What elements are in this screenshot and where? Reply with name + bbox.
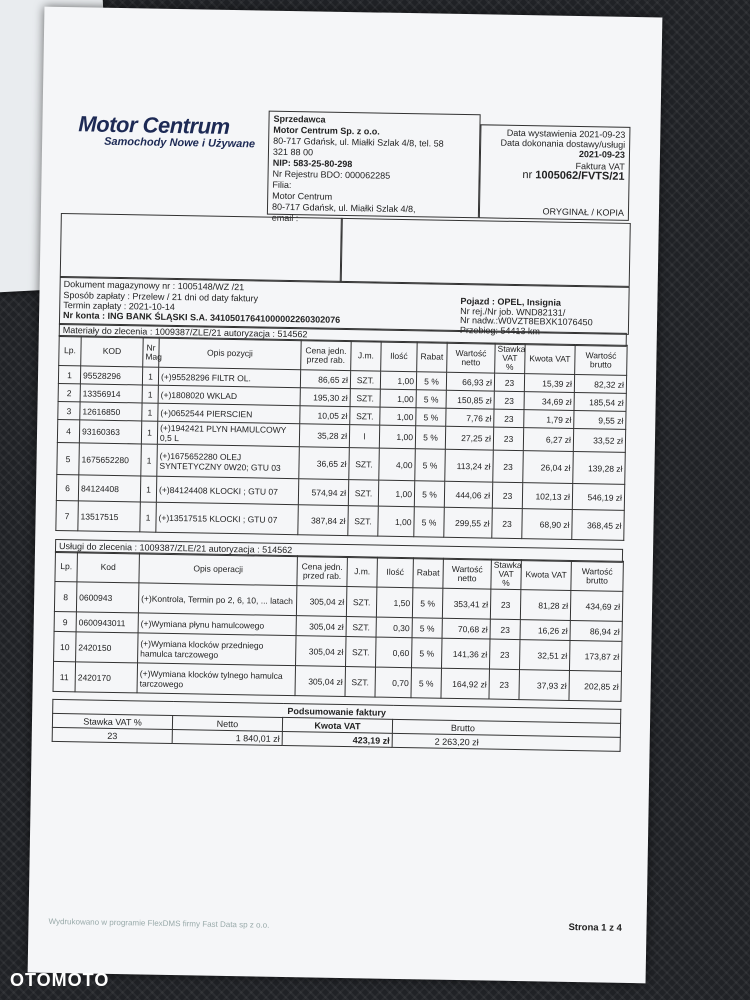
cell-lp: 11 <box>53 661 76 691</box>
invoice-nr-label: nr <box>522 169 533 182</box>
col-brutto: Wartość brutto <box>571 560 624 591</box>
cell-vat: 23 <box>490 619 520 640</box>
cell-jm: SZT. <box>350 371 380 390</box>
cell-cena: 86,65 zł <box>300 370 350 389</box>
cell-opis: (+)0652544 PIERSCIEN <box>158 403 300 423</box>
cell-ilosc: 1,50 <box>376 587 413 618</box>
cell-mag: 1 <box>142 367 158 385</box>
cell-brutto: 139,28 zł <box>573 451 626 484</box>
cell-cena: 305,04 zł <box>296 636 347 667</box>
cell-brutto: 434,69 zł <box>570 590 623 621</box>
cell-cena: 35,28 zł <box>299 424 349 448</box>
cell-vat: 23 <box>494 373 524 392</box>
cell-netto: 164,92 zł <box>441 668 490 699</box>
col-ilosc: Ilość <box>377 557 414 588</box>
logo-title: Motor Centrum <box>78 111 230 139</box>
cell-ilosc: 0,30 <box>376 617 412 638</box>
col-ilosc: Ilość <box>381 341 418 372</box>
branch-name: Motor Centrum <box>272 190 333 202</box>
cell-cena: 36,65 zł <box>299 447 350 480</box>
cell-kwota: 16,26 zł <box>520 620 570 641</box>
summary-col-netto: Netto <box>172 716 282 732</box>
logo-subtitle: Samochody Nowe i Używane <box>104 135 256 151</box>
payment-due: Termin zapłaty : 2021-10-14 <box>63 300 175 313</box>
otomoto-watermark: OTOMOTO <box>10 970 110 990</box>
cell-jm: SZT. <box>350 407 380 426</box>
buyer-box-right <box>340 218 631 287</box>
branch-label: Filia: <box>272 179 292 191</box>
delivery-label: Data dokonania dostawy/usługi <box>500 137 626 150</box>
col-brutto: Wartość brutto <box>575 344 628 375</box>
cell-opis: (+)Wymiana klocków przedniego hamulca tarczowego <box>138 633 296 666</box>
cell-cena: 305,04 zł <box>296 616 346 637</box>
col-jm: J.m. <box>351 341 382 372</box>
cell-kod: 93160363 <box>79 420 141 444</box>
document-type: Faktura VAT <box>575 160 625 172</box>
payment-method: Sposób zapłaty : Przelew / 21 dni od daty faktury <box>63 290 259 304</box>
col-jm: J.m. <box>347 557 378 588</box>
cell-lp: 2 <box>58 383 80 401</box>
vin: Nr nadw.:W0VZT8EBXK1076450 <box>459 314 593 328</box>
cell-opis: (+)1942421 PLYN HAMULCOWY 0,5 L <box>157 421 299 446</box>
seller-header: Sprzedawca <box>273 113 326 125</box>
col-rabat: Rabat <box>413 558 444 589</box>
cell-brutto: 546,19 zł <box>572 483 624 510</box>
summary-vat: 23 <box>52 727 172 743</box>
cell-brutto: 173,87 zł <box>569 640 622 671</box>
cell-netto: 70,68 zł <box>442 618 490 639</box>
cell-opis: (+)1808020 WKLAD <box>158 385 300 405</box>
col-rabat: Rabat <box>417 342 448 373</box>
seller-address: 80-717 Gdańsk, ul. Miałki Szlak 4/8, tel. 58 <box>273 135 444 149</box>
cell-kwota: 1,79 zł <box>524 410 574 429</box>
col-netto: Wartość netto <box>443 558 492 589</box>
cell-mag: 1 <box>142 403 158 421</box>
cell-rabat: 5 % <box>414 507 445 538</box>
vehicle: Pojazd : OPEL, Insignia <box>460 295 561 308</box>
summary-table <box>52 699 622 752</box>
cell-opis: (+)1675652280 OLEJ SYNTETYCZNY 0W20; GTU 03 <box>157 444 300 478</box>
cell-lp: 9 <box>54 611 76 631</box>
cell-kod: 1675652280 <box>79 443 142 476</box>
cell-brutto: 185,54 zł <box>574 392 626 411</box>
cell-opis: (+)84124408 KLOCKI ; GTU 07 <box>156 476 298 504</box>
cell-rabat: 5 % <box>416 372 446 391</box>
cell-jm: SZT. <box>349 448 380 481</box>
cell-mag: 1 <box>140 502 157 532</box>
cell-brutto: 33,52 zł <box>573 428 625 452</box>
cell-kod: 13356914 <box>80 384 142 403</box>
cell-kwota: 102,13 zł <box>522 483 572 510</box>
cell-rabat: 5 % <box>416 390 446 409</box>
materials-table <box>55 335 627 541</box>
cell-kwota: 68,90 zł <box>522 509 573 540</box>
cell-ilosc: 0,60 <box>376 637 413 668</box>
seller-phone: 321 88 00 <box>272 146 314 158</box>
cell-vat: 23 <box>493 450 524 483</box>
cell-ilosc: 1,00 <box>380 371 416 390</box>
invoice-paper <box>28 7 663 984</box>
cell-kwota: 26,04 zł <box>523 451 574 484</box>
cell-opis: (+)Wymiana klocków tylnego hamulca tarczowego <box>137 663 295 696</box>
summary-col-kwota: Kwota VAT <box>282 717 392 733</box>
col-lp: Lp. <box>59 335 82 365</box>
cell-lp: 3 <box>58 401 80 419</box>
col-vat: Stawka VAT % <box>495 343 526 374</box>
bank-account: Nr konta : ING BANK ŚLĄSKI S.A. 34105017641000002260302076 <box>63 310 341 325</box>
cell-cena: 10,05 zł <box>300 406 350 425</box>
cell-netto: 353,41 zł <box>442 588 491 619</box>
cell-kod: 2420150 <box>76 632 139 663</box>
col-lp: Lp. <box>55 551 78 581</box>
seller-box <box>267 111 481 224</box>
col-cena: Cena jedn. przed rab. <box>297 556 348 587</box>
cell-lp: 5 <box>57 442 80 474</box>
cell-ilosc: 4,00 <box>379 448 416 481</box>
cell-lp: 10 <box>54 631 77 661</box>
cell-kwota: 37,93 zł <box>519 670 570 701</box>
cell-netto: 141,36 zł <box>441 638 490 669</box>
cell-mag: 1 <box>141 444 158 476</box>
cell-ilosc: 0,70 <box>375 667 412 698</box>
issue-date: Data wystawienia 2021-09-23 <box>506 127 626 140</box>
cell-opis: (+)13517515 KLOCKI ; GTU 07 <box>156 502 299 534</box>
cell-kod: 84124408 <box>78 475 140 502</box>
cell-vat: 23 <box>489 669 520 700</box>
cell-opis: (+)Kontrola, Termin po 2, 6, 10, ... latach <box>138 583 296 616</box>
cell-jm: SZT. <box>350 389 380 408</box>
cell-netto: 27,25 zł <box>445 426 493 450</box>
mileage: Przebieg: 54413 km <box>459 324 541 336</box>
cell-lp: 1 <box>58 365 80 383</box>
cell-lp: 8 <box>54 581 77 611</box>
col-opis: Opis operacji <box>139 553 297 586</box>
cell-vat: 23 <box>494 409 524 428</box>
summary-brutto: 2 263,20 zł <box>434 736 479 747</box>
cell-kwota: 32,51 zł <box>519 640 570 671</box>
cell-jm: SZT. <box>346 617 376 638</box>
invoice-number-line <box>485 169 625 181</box>
cell-brutto: 82,32 zł <box>574 374 626 393</box>
cell-kwota: 81,28 zł <box>520 590 571 621</box>
cell-brutto: 368,45 zł <box>572 509 625 540</box>
cell-kwota: 15,39 zł <box>524 374 574 393</box>
cell-cena: 574,94 zł <box>298 479 348 506</box>
cell-netto: 7,76 zł <box>446 408 494 427</box>
cell-opis: (+)95528296 FILTR OL. <box>158 367 300 387</box>
footer-software: Wydrukowano w programie FlexDMS firmy Fast Data sp z o.o. <box>48 916 270 930</box>
col-cena: Cena jedn. przed rab. <box>301 340 352 371</box>
cell-kod: 0600943011 <box>76 612 138 633</box>
branch-address: 80-717 Gdańsk, ul. Miałki Szlak 4/8, <box>271 201 416 215</box>
seller-name: Motor Centrum Sp. z o.o. <box>273 124 380 137</box>
cell-jm: l <box>349 425 379 449</box>
cell-vat: 23 <box>489 639 520 670</box>
cell-rabat: 5 % <box>412 618 442 639</box>
cell-ilosc: 1,00 <box>380 389 416 408</box>
col-kwota: Kwota VAT <box>521 560 572 591</box>
seller-bdo: Nr Rejestru BDO: 000062285 <box>272 168 391 181</box>
cell-ilosc: 1,00 <box>380 407 416 426</box>
col-kwota: Kwota VAT <box>525 344 576 375</box>
cell-mag: 1 <box>141 421 157 444</box>
cell-brutto: 202,85 zł <box>569 670 622 701</box>
col-netto: Wartość netto <box>447 342 496 373</box>
cell-kwota: 6,27 zł <box>523 428 573 452</box>
seller-email: email : <box>271 212 299 224</box>
original-copy: ORYGINAŁ / KOPIA <box>542 206 625 218</box>
cell-mag: 1 <box>142 385 158 403</box>
cell-jm: SZT. <box>346 587 377 618</box>
cell-kod: 95528296 <box>80 366 142 385</box>
col-opis: Opis pozycji <box>159 337 302 369</box>
cell-rabat: 5 % <box>411 668 442 699</box>
cell-lp: 6 <box>56 474 78 500</box>
cell-rabat: 5 % <box>415 449 446 482</box>
cell-rabat: 5 % <box>415 426 445 450</box>
cell-netto: 299,55 zł <box>444 507 493 538</box>
cell-netto: 444,06 zł <box>444 481 492 508</box>
cell-kod: 0600943 <box>76 582 139 613</box>
delivery-date: 2021-09-23 <box>578 149 626 160</box>
cell-kod: 2420170 <box>75 662 138 693</box>
cell-vat: 23 <box>490 589 521 620</box>
services-header: Usługi do zlecenia : 1009387/ZLE/21 autoryzacja : 514562 <box>55 539 623 563</box>
cell-brutto: 9,55 zł <box>574 410 626 429</box>
cell-vat: 23 <box>492 482 522 509</box>
summary-col-brutto-label: Brutto <box>450 722 476 733</box>
cell-vat: 23 <box>492 508 523 539</box>
cell-jm: SZT. <box>348 480 378 507</box>
page-number: Strona 1 z 4 <box>568 921 622 934</box>
cell-jm: SZT. <box>346 637 377 668</box>
cell-opis: (+)Wymiana płynu hamulcowego <box>138 613 296 636</box>
col-kod: KOD <box>81 336 144 367</box>
document-box <box>479 124 631 221</box>
cell-kod: 13517515 <box>78 501 141 532</box>
cell-ilosc: 1,00 <box>379 425 415 449</box>
cell-kwota: 34,69 zł <box>524 392 574 411</box>
cell-netto: 113,24 zł <box>445 449 494 482</box>
cell-brutto: 86,94 zł <box>570 620 622 641</box>
cell-netto: 150,85 zł <box>446 390 494 409</box>
cell-rabat: 5 % <box>412 588 443 619</box>
materials-header: Materiały do zlecenia : 1009387/ZLE/21 autoryzacja : 514562 <box>59 323 627 347</box>
reg-no: Nr rej./Nr job. WND82131/ <box>460 305 566 318</box>
col-kod: Kod <box>77 552 140 583</box>
seller-nip: NIP: 583-25-80-298 <box>272 157 353 170</box>
buyer-box-left <box>60 213 343 282</box>
warehouse-doc: Dokument magazynowy nr : 1005148/WZ /21 <box>63 279 245 293</box>
cell-lp: 4 <box>57 419 79 442</box>
cell-ilosc: 1,00 <box>378 506 415 537</box>
cell-ilosc: 1,00 <box>378 480 414 507</box>
cell-mag: 1 <box>140 476 156 502</box>
cell-vat: 23 <box>493 427 523 451</box>
cell-vat: 23 <box>494 391 524 410</box>
cell-netto: 66,93 zł <box>446 372 494 391</box>
invoice-number: 1005062/FVTS/21 <box>535 169 625 183</box>
cell-jm: SZT. <box>345 667 376 698</box>
cell-rabat: 5 % <box>411 638 442 669</box>
cell-kod: 12616850 <box>80 402 142 421</box>
cell-cena: 387,84 zł <box>298 505 349 536</box>
summary-col-vat: Stawka VAT % <box>52 713 172 729</box>
cell-rabat: 5 % <box>416 408 446 427</box>
cell-lp: 7 <box>56 500 79 530</box>
cell-jm: SZT. <box>348 506 379 537</box>
services-table <box>53 551 624 702</box>
summary-kwota: 423,19 zł <box>282 731 392 747</box>
col-vat: Stawka VAT % <box>491 559 522 590</box>
summary-netto: 1 840,01 zł <box>172 730 282 746</box>
summary-brutto-cell <box>392 733 620 751</box>
summary-title: Podsumowanie faktury <box>53 699 621 723</box>
cell-cena: 305,04 zł <box>295 666 346 697</box>
cell-cena: 305,04 zł <box>296 586 347 617</box>
col-mag: Nr Mag <box>143 337 160 367</box>
cell-rabat: 5 % <box>414 481 444 508</box>
cell-cena: 195,30 zł <box>300 388 350 407</box>
